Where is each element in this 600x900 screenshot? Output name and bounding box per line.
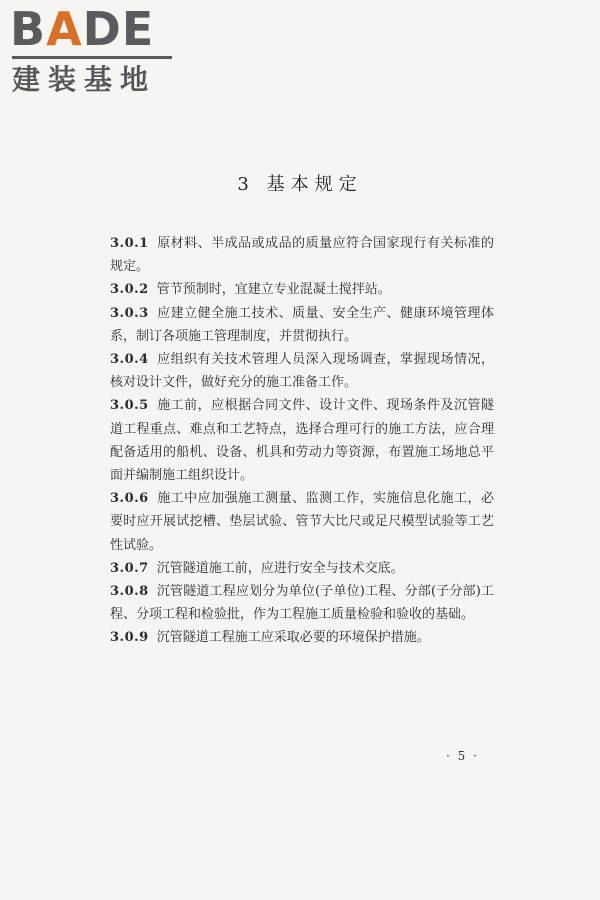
- clause-3-0-8: [110, 580, 494, 626]
- chapter-title: 3 基本规定: [237, 174, 363, 195]
- clause-text: 施工前，应根据合同文件、设计文件、现场条件及沉管隧道工程重点、难点和工艺特点，选择合理可行的施工方法，应合理配备适用的船机、设备、机具和劳动力等资源，布置施工场地总平面并编制施工组织设计。: [110, 398, 494, 484]
- clause-text: 应组织有关技术管理人员深入现场调查，掌握现场情况，核对设计文件，做好充分的施工准备工作。: [110, 352, 494, 391]
- clause-text: 应建立健全施工技术、质量、安全生产、健康环境管理体系，制订各项施工管理制度，并贯彻执行。: [110, 305, 494, 344]
- logo: [10, 2, 180, 96]
- clause-number: 3.0.6: [110, 491, 149, 507]
- clause-3-0-7: [110, 557, 494, 580]
- clause-3-0-9: [110, 626, 494, 649]
- page-number: · 5 ·: [446, 749, 479, 763]
- clause-number: 3.0.7: [110, 560, 149, 576]
- clause-3-0-4: [110, 348, 494, 394]
- clause-3-0-5: [110, 394, 494, 487]
- clause-3-0-6: [110, 487, 494, 557]
- logo-letter-b: B: [10, 2, 47, 56]
- logo-divider: [12, 56, 172, 59]
- clause-number: 3.0.9: [110, 630, 149, 646]
- logo-letters-de: DE: [82, 2, 155, 56]
- clause-text: 沉管隧道工程应划分为单位(子单位)工程、分部(子分部)工程、分项工程和检验批，作为工程施工质量检验和验收的基础。: [110, 584, 494, 623]
- clause-number: 3.0.1: [110, 236, 149, 251]
- clause-number: 3.0.5: [110, 398, 149, 414]
- clause-text: 沉管隧道施工前，应进行安全与技术交底。: [156, 560, 404, 576]
- clause-text: 原材料、半成品或成品的质量应符合国家现行有关标准的规定。: [110, 236, 494, 275]
- logo-chinese-name: 建装基地: [12, 63, 157, 96]
- clause-3-0-3: [110, 302, 494, 348]
- clause-text: 管节预制时，宜建立专业混凝土搅拌站。: [156, 282, 391, 298]
- clause-number: 3.0.8: [110, 584, 149, 600]
- clause-3-0-2: [110, 278, 494, 301]
- clause-number: 3.0.3: [110, 305, 149, 321]
- clause-text: 沉管隧道工程施工应采取必要的环境保护措施。: [156, 630, 430, 646]
- clause-text: 施工中应加强施工测量、监测工作，实施信息化施工，必要时应开展试挖槽、垫层试验、管节大比尺或足尺模型试验等工艺性试验。: [110, 491, 494, 553]
- clause-number: 3.0.4: [110, 352, 149, 368]
- clause-list: [110, 232, 494, 650]
- clause-3-0-1: [110, 232, 494, 278]
- logo-letter-a: A: [46, 2, 83, 56]
- clause-number: 3.0.2: [110, 282, 149, 298]
- logo-wordmark: [10, 2, 180, 56]
